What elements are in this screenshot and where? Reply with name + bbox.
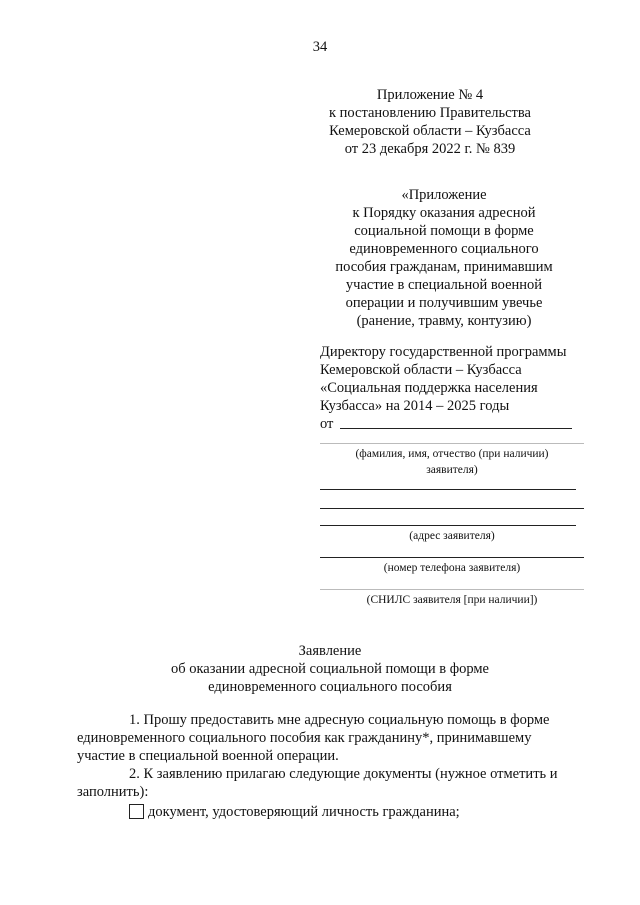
para1-line: 1. Прошу предоставить мне адресную социальную помощь в форме — [129, 712, 550, 728]
title-line: об оказании адресной социальной помощи в форме — [170, 661, 489, 677]
title-line: Заявление — [298, 643, 362, 659]
inner-appendix-line: социальной помощи в форме — [354, 223, 534, 239]
checkbox-label: документ, удостоверяющий личность гражданина; — [148, 804, 460, 820]
name-caption-line: заявителя) — [426, 464, 478, 476]
snils-line[interactable] — [320, 589, 584, 590]
para2-line: 2. К заявлению прилагаю следующие документы (нужное отметить и — [129, 766, 558, 782]
inner-appendix-line: «Приложение — [401, 187, 487, 203]
addressee-line: Кузбасса» на 2014 – 2025 годы — [320, 398, 510, 414]
body-text — [77, 711, 587, 821]
inner-appendix-line: единовременного социального — [349, 241, 539, 257]
name-caption — [320, 446, 584, 478]
inner-appendix-line: участие в специальной военной — [345, 277, 543, 293]
title-line: единовременного социального пособия — [208, 679, 452, 695]
appendix-header — [300, 86, 560, 158]
appendix-header-line: к постановлению Правительства — [329, 105, 531, 121]
checkbox[interactable] — [129, 804, 144, 819]
addressee-line: Директору государственной программы — [320, 344, 567, 360]
address-line-1[interactable] — [320, 489, 576, 490]
snils-caption: (СНИЛС заявителя [при наличии]) — [366, 594, 538, 606]
addressee-block — [320, 343, 620, 415]
para1-line: единовременного социального пособия как гражданину*, принимавшему — [77, 730, 532, 746]
inner-appendix — [314, 186, 574, 330]
addressee-line: «Социальная поддержка населения — [320, 380, 538, 396]
para2-line: заполнить): — [77, 784, 149, 800]
inner-appendix-line: к Порядку оказания адресной — [352, 205, 536, 221]
inner-appendix-line: (ранение, травму, контузию) — [356, 313, 532, 329]
phone-caption: (номер телефона заявителя) — [383, 562, 521, 574]
applicant-name-line[interactable] — [340, 428, 572, 429]
document-title — [80, 642, 580, 696]
phone-line[interactable] — [320, 557, 584, 558]
name-caption-line: (фамилия, имя, отчество (при наличии) — [355, 448, 549, 460]
checkbox-item[interactable] — [77, 803, 587, 821]
inner-appendix-line: операции и получившим увечье — [345, 295, 543, 311]
appendix-header-line: Приложение № 4 — [376, 87, 484, 103]
para1-line: участие в специальной военной операции. — [77, 748, 339, 764]
page-number: 34 — [312, 39, 328, 55]
address-line-3[interactable] — [320, 525, 576, 526]
applicant-name-line-2[interactable] — [320, 443, 584, 444]
from-label: от — [320, 416, 334, 432]
address-caption: (адрес заявителя) — [409, 530, 495, 542]
appendix-header-line: Кемеровской области – Кузбасса — [329, 123, 531, 139]
appendix-header-line: от 23 декабря 2022 г. № 839 — [344, 141, 516, 157]
addressee-line: Кемеровской области – Кузбасса — [320, 362, 522, 378]
inner-appendix-line: пособия гражданам, принимавшим — [335, 259, 553, 275]
address-line-2[interactable] — [320, 508, 584, 509]
